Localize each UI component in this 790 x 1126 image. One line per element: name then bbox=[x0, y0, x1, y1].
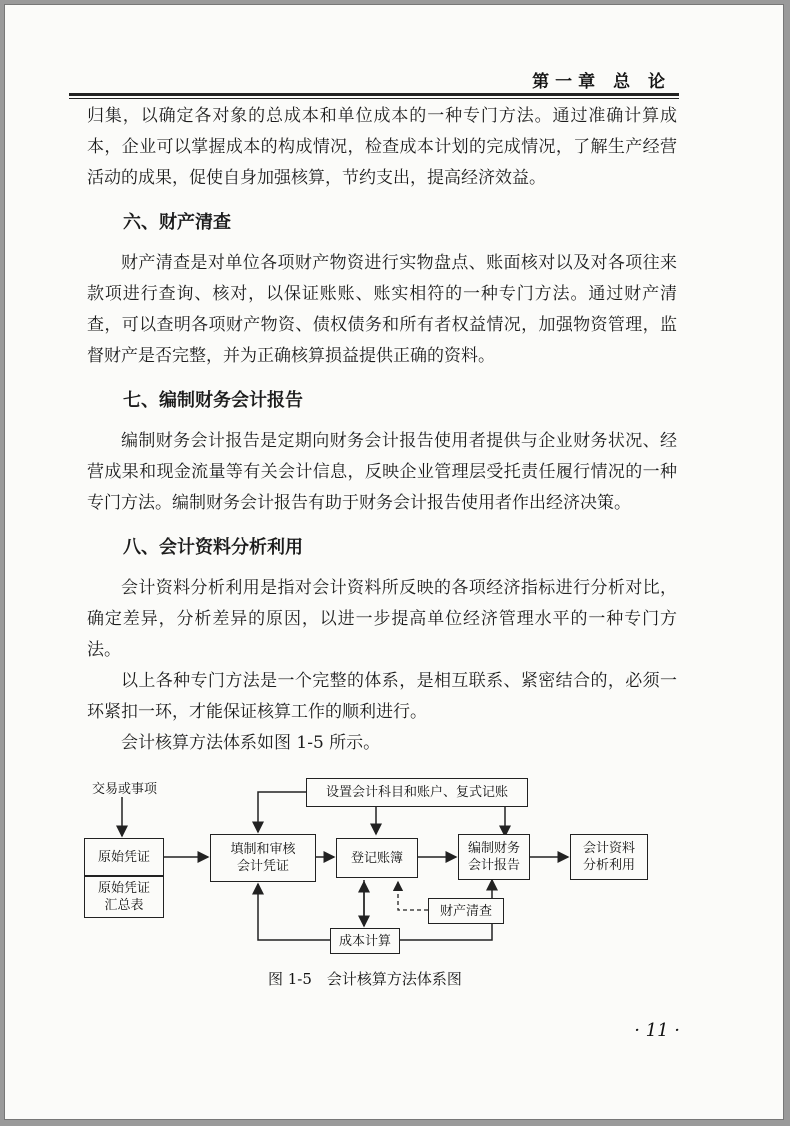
node-ledger: 登记账簿 bbox=[336, 838, 418, 878]
node-analysis: 会计资料 分析利用 bbox=[570, 834, 648, 880]
node-accounts: 设置会计科目和账户、复式记账 bbox=[306, 778, 528, 807]
chapter-title: 第一章 总 论 bbox=[532, 72, 671, 92]
paragraph: 编制财务会计报告是定期向财务会计报告使用者提供与企业财务状况、经营成果和现金流量等有关会计信息，反映企业管理层受托责任履行情况的一种专门方法。编制财务会计报告有助于财务会计报告使用者作出经济决策。 bbox=[87, 431, 677, 513]
start-label: 交易或事项 bbox=[92, 782, 158, 797]
node-costing: 成本计算 bbox=[330, 928, 400, 954]
paragraph: 归集，以确定各对象的总成本和单位成本的一种专门方法。通过准确计算成本，企业可以掌握成本的构成情况，检查成本计划的完成情况，了解生产经营活动的成果，促使自身加强核算，节约支出，提高经济效益。 bbox=[87, 106, 677, 188]
page-number: · 11 · bbox=[634, 1020, 680, 1041]
paragraph: 会计核算方法体系如图 1-5 所示。 bbox=[121, 733, 381, 753]
figure-caption: 图 1-5 会计核算方法体系图 bbox=[268, 970, 462, 988]
section-heading: 八、会计资料分析利用 bbox=[123, 537, 303, 558]
paragraph: 以上各种专门方法是一个完整的体系，是相互联系、紧密结合的，必须一环紧扣一环，才能保证核算工作的顺利进行。 bbox=[87, 671, 677, 722]
paragraph: 财产清查是对单位各项财产物资进行实物盘点、账面核对以及对各项往来款项进行查询、核对，以保证账账、账实相符的一种专门方法。通过财产清查，可以查明各项财产物资、债权债务和所有者权益情况，加强物资管理，监督财产是否完整，并为正确核算损益提供正确的资料。 bbox=[87, 253, 677, 366]
node-report: 编制财务 会计报告 bbox=[458, 834, 530, 880]
section-heading: 六、财产清查 bbox=[123, 212, 231, 233]
node-inventory: 财产清查 bbox=[428, 898, 504, 924]
header-rule bbox=[69, 93, 679, 96]
paragraph: 会计资料分析利用是指对会计资料所反映的各项经济指标进行分析对比，确定差异，分析差异的原因，以进一步提高单位经济管理水平的一种专门方法。 bbox=[87, 578, 677, 660]
node-original-voucher: 原始凭证 bbox=[84, 838, 164, 876]
node-fill-review: 填制和审核 会计凭证 bbox=[210, 834, 316, 882]
node-voucher-summary: 原始凭证 汇总表 bbox=[84, 876, 164, 918]
running-header bbox=[5, 67, 783, 95]
body-text bbox=[87, 101, 677, 759]
section-heading: 七、编制财务会计报告 bbox=[123, 390, 303, 411]
